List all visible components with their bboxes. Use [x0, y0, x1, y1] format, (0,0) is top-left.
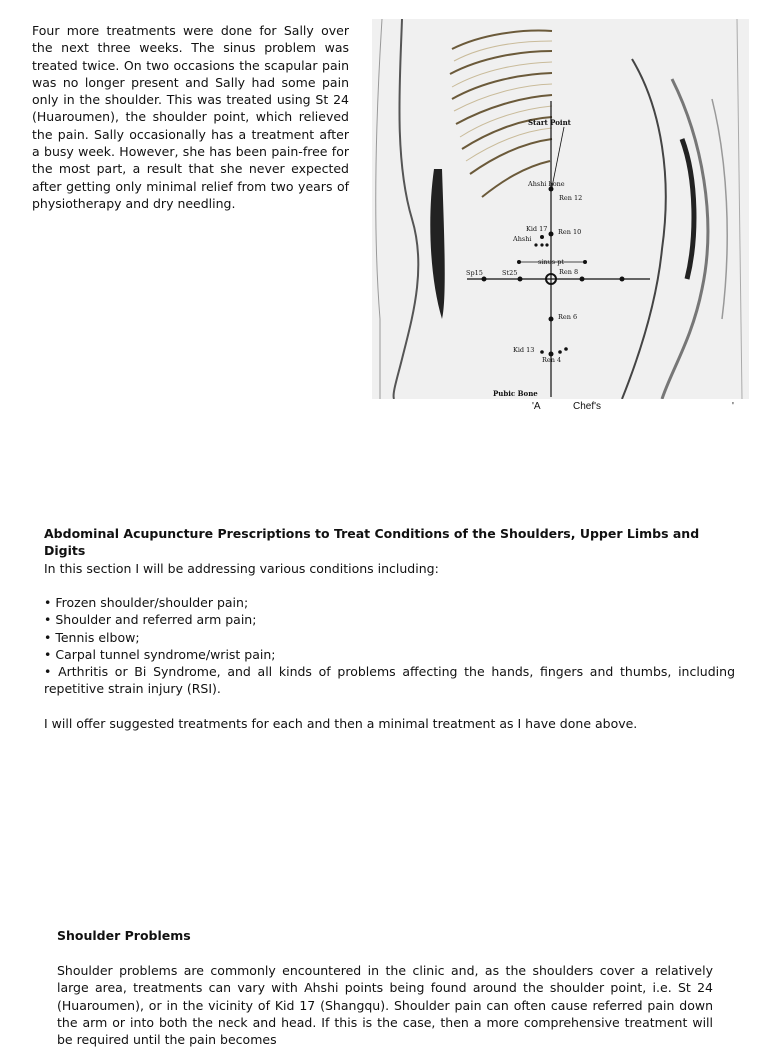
shoulder-problems-body: Shoulder problems are commonly encountered in the clinic and, as the shoulders cover a relatively large area, treatments can vary with Ahshi points being found around the shoulder point, i.e. St 24 (Huaroumen), or in the vicinity of Kid 17 (Shangqu). Shoulder pain can often cause referred pain down the arm or into both the neck and head. If this is the case, then a more comprehensive treatment will be required until the pain becomes — [57, 963, 713, 1048]
label-ren12: Ren 12 — [559, 194, 583, 202]
list-item: • Tennis elbow; — [44, 629, 140, 645]
label-sp15: Sp15 — [466, 269, 483, 277]
label-kid13: Kid 13 — [513, 346, 535, 354]
figure-caption-left: 'A — [532, 401, 541, 412]
label-ren4: Ren 4 — [542, 356, 562, 364]
label-ren10: Ren 10 — [558, 228, 582, 236]
list-item: • Shoulder and referred arm pain; — [44, 612, 257, 628]
label-ren6: Ren 6 — [558, 313, 578, 321]
list-item: • Carpal tunnel syndrome/wrist pain; — [44, 646, 276, 662]
section-heading: Abdominal Acupuncture Prescriptions to Treat Conditions of the Shoulders, Upper Limbs and Digits — [44, 526, 700, 559]
label-ren8: Ren 8 — [559, 268, 579, 276]
intro-paragraph: Four more treatments were done for Sally over the next three weeks. The sinus problem was treated twice. On two occasions the scapular pain was no longer present and Sally had some pain only in the shoulder. This was treated using St 24 (Huaroumen), the shoulder point, which relieved the pain. Sally occasionally has a treatment after a busy week. However, she has been pain-free for the most part, a result that she never expected after getting only minimal relief from two years of physiotherapy and dry needling. — [32, 23, 349, 211]
section-intro: In this section I will be addressing various conditions including: — [44, 561, 439, 576]
figure-caption-mid: Chef's — [573, 401, 602, 412]
label-pubic-bone: Pubic Bone — [493, 389, 538, 398]
shoulder-problems-heading: Shoulder Problems — [57, 928, 191, 943]
label-start-point: Start Point — [528, 118, 571, 127]
list-item: • Arthritis or Bi Syndrome, and all kinds of problems affecting the hands, fingers and thumbs, including repetitive strain injury (RSI). — [44, 664, 735, 697]
label-st25: St25 — [502, 269, 518, 277]
abdominal-acupuncture-diagram — [372, 19, 749, 399]
section-closing: I will offer suggested treatments for each and then a minimal treatment as I have done above. — [44, 716, 638, 731]
list-item: • Frozen shoulder/shoulder pain; — [44, 595, 249, 610]
label-kid17: Kid 17 — [526, 225, 548, 233]
label-sinus-pt: sinus pt — [538, 258, 564, 266]
figure-caption-right: ' — [732, 401, 734, 412]
conditions-list — [44, 594, 735, 698]
label-ahshi: Ahshi — [513, 235, 532, 243]
label-ahshi-bone: Ahshi bone — [528, 180, 565, 188]
